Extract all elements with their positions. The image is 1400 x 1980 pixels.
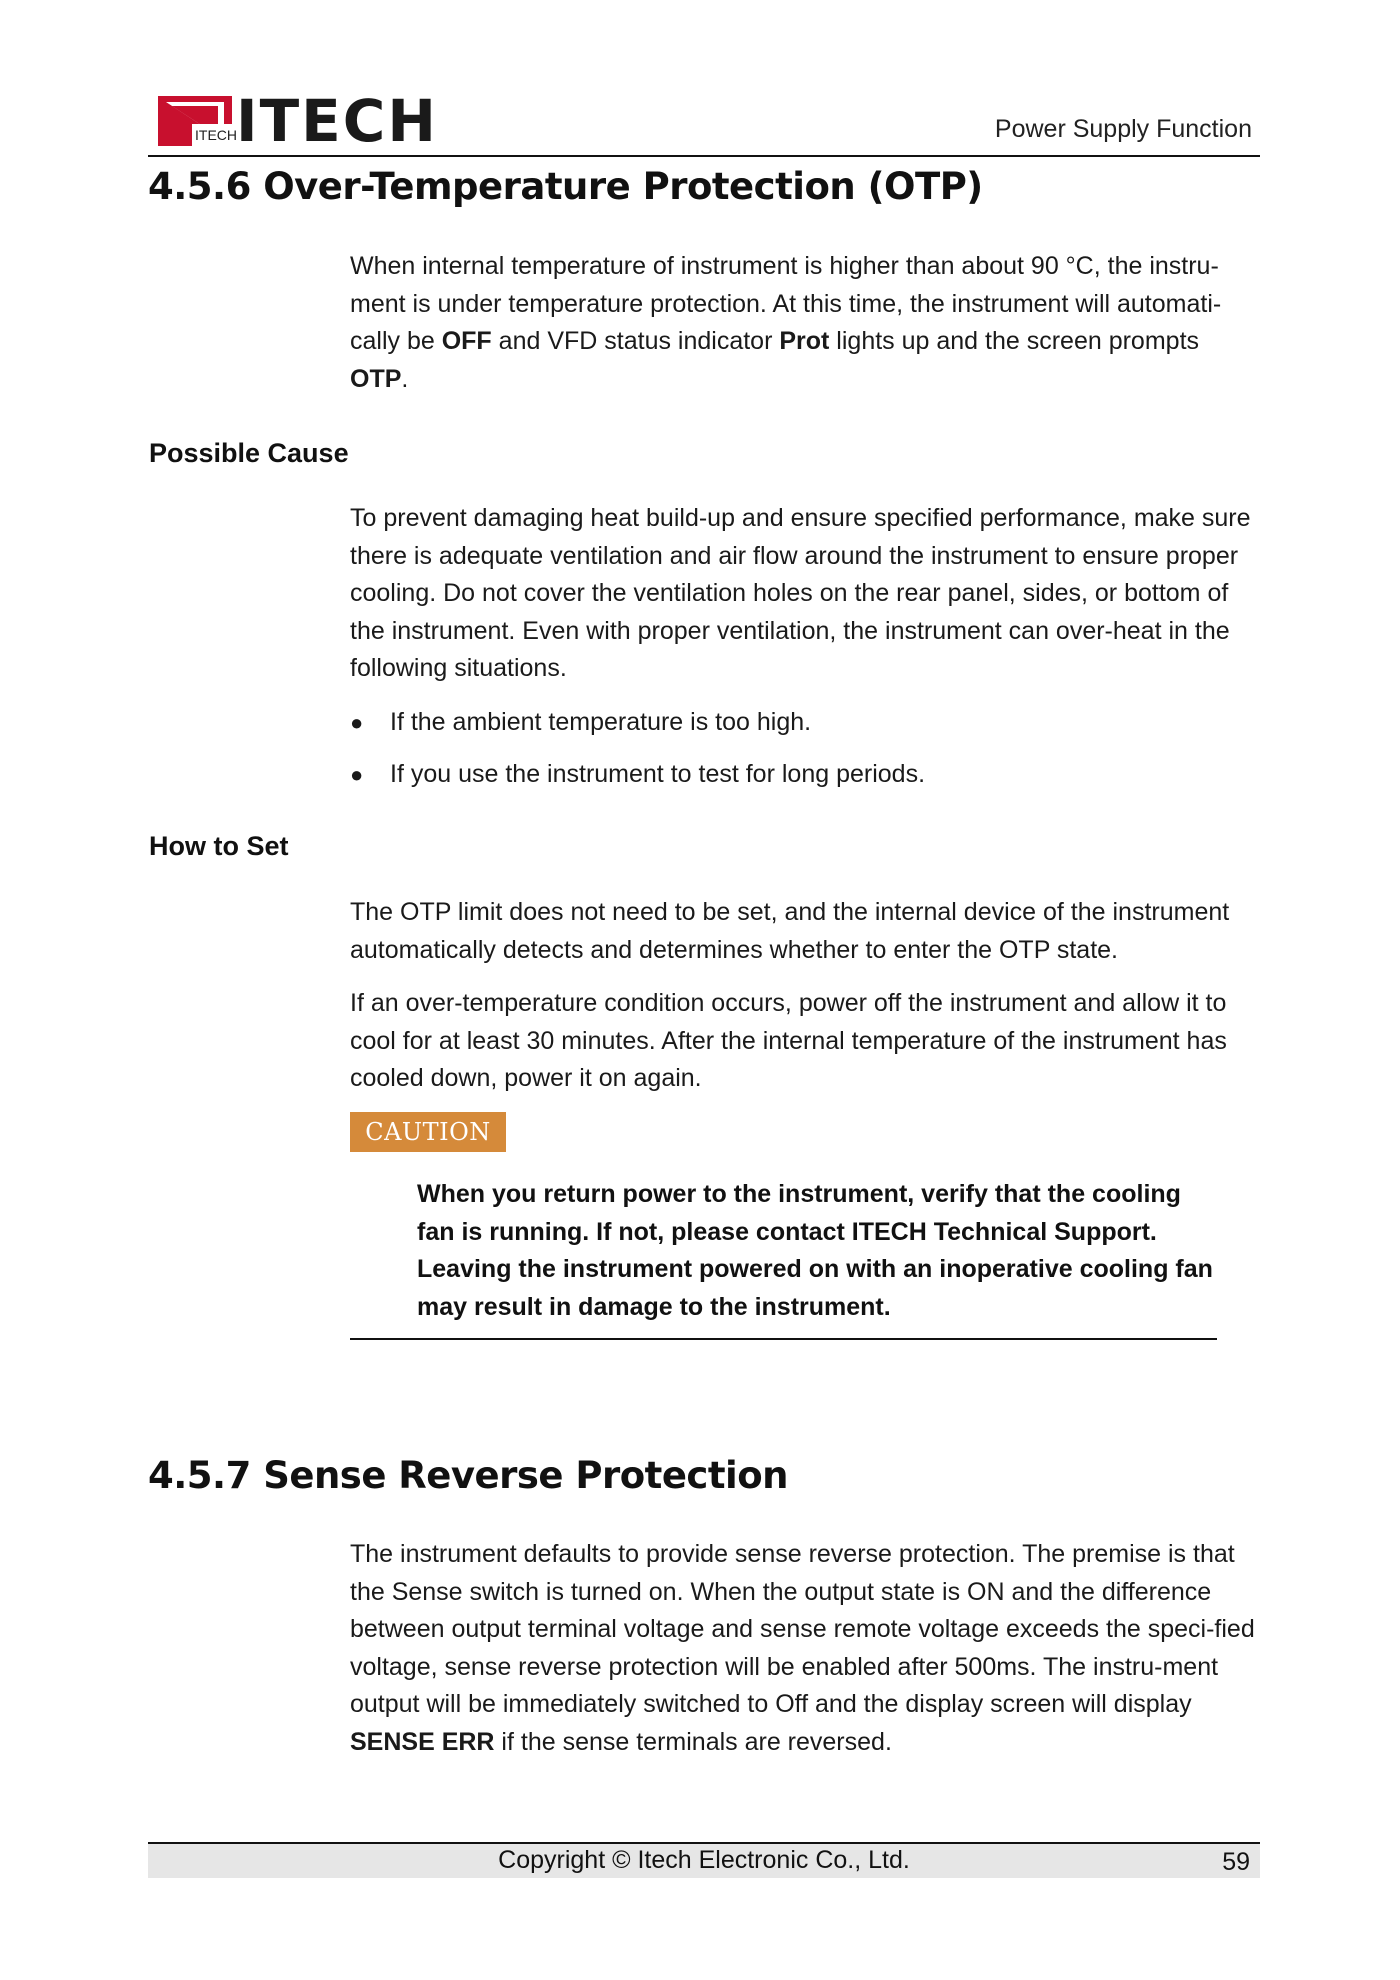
how-to-set-heading: How to Set — [149, 831, 289, 861]
list-item-text: If the ambient temperature is too high. — [390, 708, 812, 736]
logo-badge-icon — [158, 96, 237, 146]
logo-mini-text: ITECH — [195, 127, 237, 143]
how-to-set-paragraph-2: If an over-temperature condition occurs, power off the instrument and allow it to cool for at least 30 minutes. After the internal temperature of the instrument has cooled down, power it on again. — [350, 989, 1227, 1092]
otp-intro-text-4: . — [401, 364, 409, 393]
sense-reverse-paragraph — [350, 1536, 1260, 1761]
itech-logo — [158, 87, 438, 155]
otp-intro-bold-prot: Prot — [779, 327, 830, 355]
section-title-otp: 4.5.6 Over-Temperature Protection (OTP) — [148, 165, 983, 208]
logo-wordmark: ITECH — [236, 87, 438, 155]
otp-intro-bold-otp: OTP — [350, 364, 402, 393]
otp-intro-text-2: and VFD status indicator — [491, 327, 780, 355]
how-to-set-paragraph-1: The OTP limit does not need to be set, and the internal device of the instrument automatically detects and determines whether to enter the OTP state. — [350, 898, 1230, 964]
otp-intro-text-3: lights up and the screen prompts — [829, 327, 1200, 355]
header-divider — [148, 155, 1260, 157]
possible-cause-heading: Possible Cause — [149, 438, 349, 468]
sense-reverse-bold-sense-err: SENSE ERR — [350, 1727, 495, 1756]
caution-divider — [350, 1338, 1217, 1340]
footer-copyright: Copyright © Itech Electronic Co., Ltd. — [498, 1846, 910, 1874]
otp-intro-paragraph — [350, 248, 1260, 398]
sense-reverse-text-2: if the sense terminals are reversed. — [494, 1727, 892, 1756]
caution-text: When you return power to the instrument, verify that the cooling fan is running. If not, please contact ITECH Technical Support. Leaving the instrument powered on with an inoperative cooling fan may result in damage to the instrument. — [417, 1180, 1213, 1321]
bullet-icon: ● — [350, 762, 364, 787]
page-number: 59 — [1222, 1848, 1250, 1876]
otp-intro-text-1: When internal temperature of instrument is higher than about 90 °C, the instru-ment is under temperature protection. At this time, the instrument will automati-cally be — [350, 252, 1222, 355]
otp-intro-bold-off: OFF — [441, 327, 492, 355]
section-title-sense-reverse: 4.5.7 Sense Reverse Protection — [148, 1454, 788, 1497]
running-header: Power Supply Function — [994, 115, 1252, 143]
bullet-icon: ● — [350, 710, 364, 735]
possible-cause-paragraph: To prevent damaging heat build-up and ensure specified performance, make sure there is adequate ventilation and air flow around the instrument to ensure proper cooling. Do not cover the ventilation holes on the rear panel, sides, or bottom of the instrument. Even with proper ventilation, the instrument can over-heat in the following situations. — [350, 504, 1251, 682]
caution-label: CAUTION — [350, 1112, 506, 1152]
sense-reverse-text-1: The instrument defaults to provide sense reverse protection. The premise is that the Sense switch is turned on. When the output state is ON and the difference between output terminal voltage and sense remote voltage exceeds the speci-fied voltage, sense reverse protection will be enabled after 500ms. The instru-ment output will be immediately switched to Off and the display screen will display — [350, 1540, 1255, 1718]
list-item-text: If you use the instrument to test for long periods. — [390, 760, 926, 788]
